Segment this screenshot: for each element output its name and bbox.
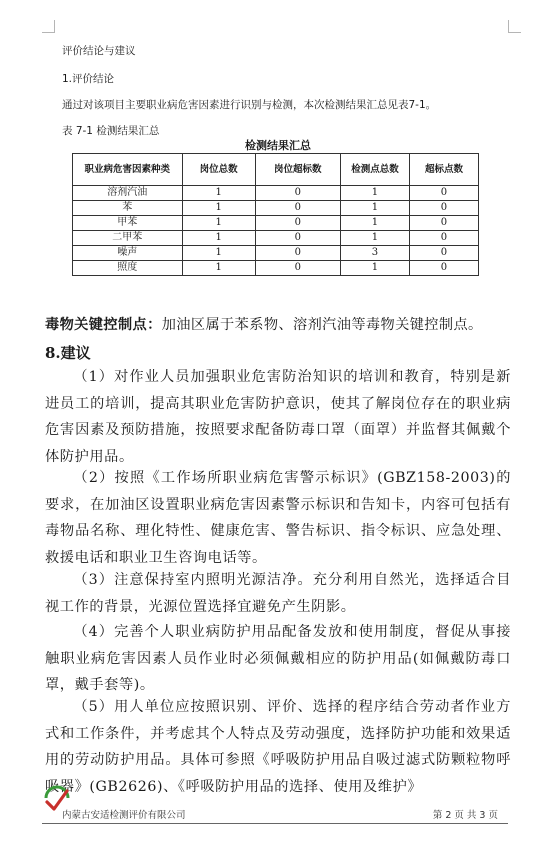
cell-value: 0 (409, 186, 478, 201)
header-posts-exceed: 岗位超标数 (255, 154, 340, 186)
cell-value: 0 (255, 186, 340, 201)
sub-heading: 1.评价结论 (62, 73, 115, 85)
key-control-point-label: 毒物关键控制点： (45, 317, 162, 333)
table-row (73, 201, 479, 216)
cell-value: 1 (340, 231, 409, 246)
suggestion-paragraph: （1）对作业人员加强职业危害防治知识的培训和教育，特别是新进员工的培训，提高其职业危害防护意识，使其了解岗位存在的职业病危害因素及预防措施，按照要求配备防毒口罩（面罩）并监督其佩戴个体防护用品。 (45, 369, 511, 465)
cell-value: 1 (182, 231, 255, 246)
cell-factor: 苯 (73, 201, 183, 216)
cell-value: 0 (255, 246, 340, 261)
table-row (73, 216, 479, 231)
section-heading: 评价结论与建议 (62, 45, 136, 57)
cell-factor: 甲苯 (73, 216, 183, 231)
table-row (73, 261, 479, 276)
key-control-point (45, 312, 511, 339)
table-header-row (73, 154, 479, 186)
results-table (72, 153, 479, 276)
cell-factor: 噪声 (73, 246, 183, 261)
cell-value: 0 (409, 201, 478, 216)
cell-value: 3 (340, 246, 409, 261)
crop-mark-top-right (508, 20, 521, 33)
cell-value: 0 (409, 261, 478, 276)
cell-value: 0 (409, 246, 478, 261)
suggestions-heading: 8.建议 (45, 344, 91, 362)
suggestion-paragraph: （4）完善个人职业病防护用品配备发放和使用制度，督促从事接触职业病危害因素人员作业时必须佩戴相应的防护用品(如佩戴防毒口罩，戴手套等)。 (45, 624, 511, 693)
intro-text: 通过对该项目主要职业病危害因素进行识别与检测，本次检测结果汇总见表7-1。 (62, 99, 437, 111)
header-posts-total: 岗位总数 (182, 154, 255, 186)
key-control-point-text: 加油区属于苯系物、溶剂汽油等毒物关键控制点。 (161, 317, 483, 333)
cell-value: 0 (255, 201, 340, 216)
cell-factor: 照度 (73, 261, 183, 276)
cell-value: 0 (255, 216, 340, 231)
header-factor: 职业病危害因素种类 (73, 154, 183, 186)
cell-value: 1 (340, 186, 409, 201)
suggestion-paragraph: （2）按照《工作场所职业病危害警示标识》(GBZ158-2003)的要求，在加油区设置职业病危害因素警示标识和告知卡，内容可包括有毒物品名称、理化特性、健康危害、警告标识、指令标识、应急处理、救援电话和职业卫生咨询电话等。 (45, 470, 511, 566)
cell-value: 1 (340, 201, 409, 216)
table-row (73, 246, 479, 261)
table-caption: 表 7-1 检测结果汇总 (62, 125, 160, 137)
cell-value: 1 (340, 261, 409, 276)
footer-page-number: 第 2 页 共 3 页 (432, 810, 498, 821)
cell-value: 1 (182, 261, 255, 276)
cell-value: 1 (182, 201, 255, 216)
suggestion-paragraph: （5）用人单位应按照识别、评价、选择的程序结合劳动者作业方式和工作条件，并考虑其个人特点及劳动强度，选择防护功能和效果适用的劳动防护用品。具体可参照《呼吸防护用品自吸过滤式防颗粒物呼吸器》(GB2626)、《呼吸防护用品的选择、使用及维护》 (45, 699, 511, 795)
table-row (73, 186, 479, 201)
cell-value: 1 (182, 246, 255, 261)
footer-divider (42, 823, 508, 824)
table-row (73, 231, 479, 246)
page-footer (42, 808, 508, 824)
cell-value: 0 (255, 231, 340, 246)
cell-factor: 溶剂汽油 (73, 186, 183, 201)
cell-value: 0 (409, 231, 478, 246)
cell-value: 1 (182, 216, 255, 231)
header-points-total: 检测点总数 (340, 154, 409, 186)
cell-value: 0 (409, 216, 478, 231)
cell-value: 1 (340, 216, 409, 231)
footer-company: 内蒙古安适检测评价有限公司 (62, 810, 186, 821)
suggestion-paragraph: （3）注意保持室内照明光源洁净。充分利用自然光，选择适合目视工作的背景，光源位置选择宜避免产生阴影。 (45, 572, 511, 615)
header-points-exceed: 超标点数 (409, 154, 478, 186)
cell-value: 1 (182, 186, 255, 201)
cell-value: 0 (255, 261, 340, 276)
table-title: 检测结果汇总 (245, 139, 311, 152)
crop-mark-top-left (42, 20, 55, 33)
cell-factor: 二甲苯 (73, 231, 183, 246)
